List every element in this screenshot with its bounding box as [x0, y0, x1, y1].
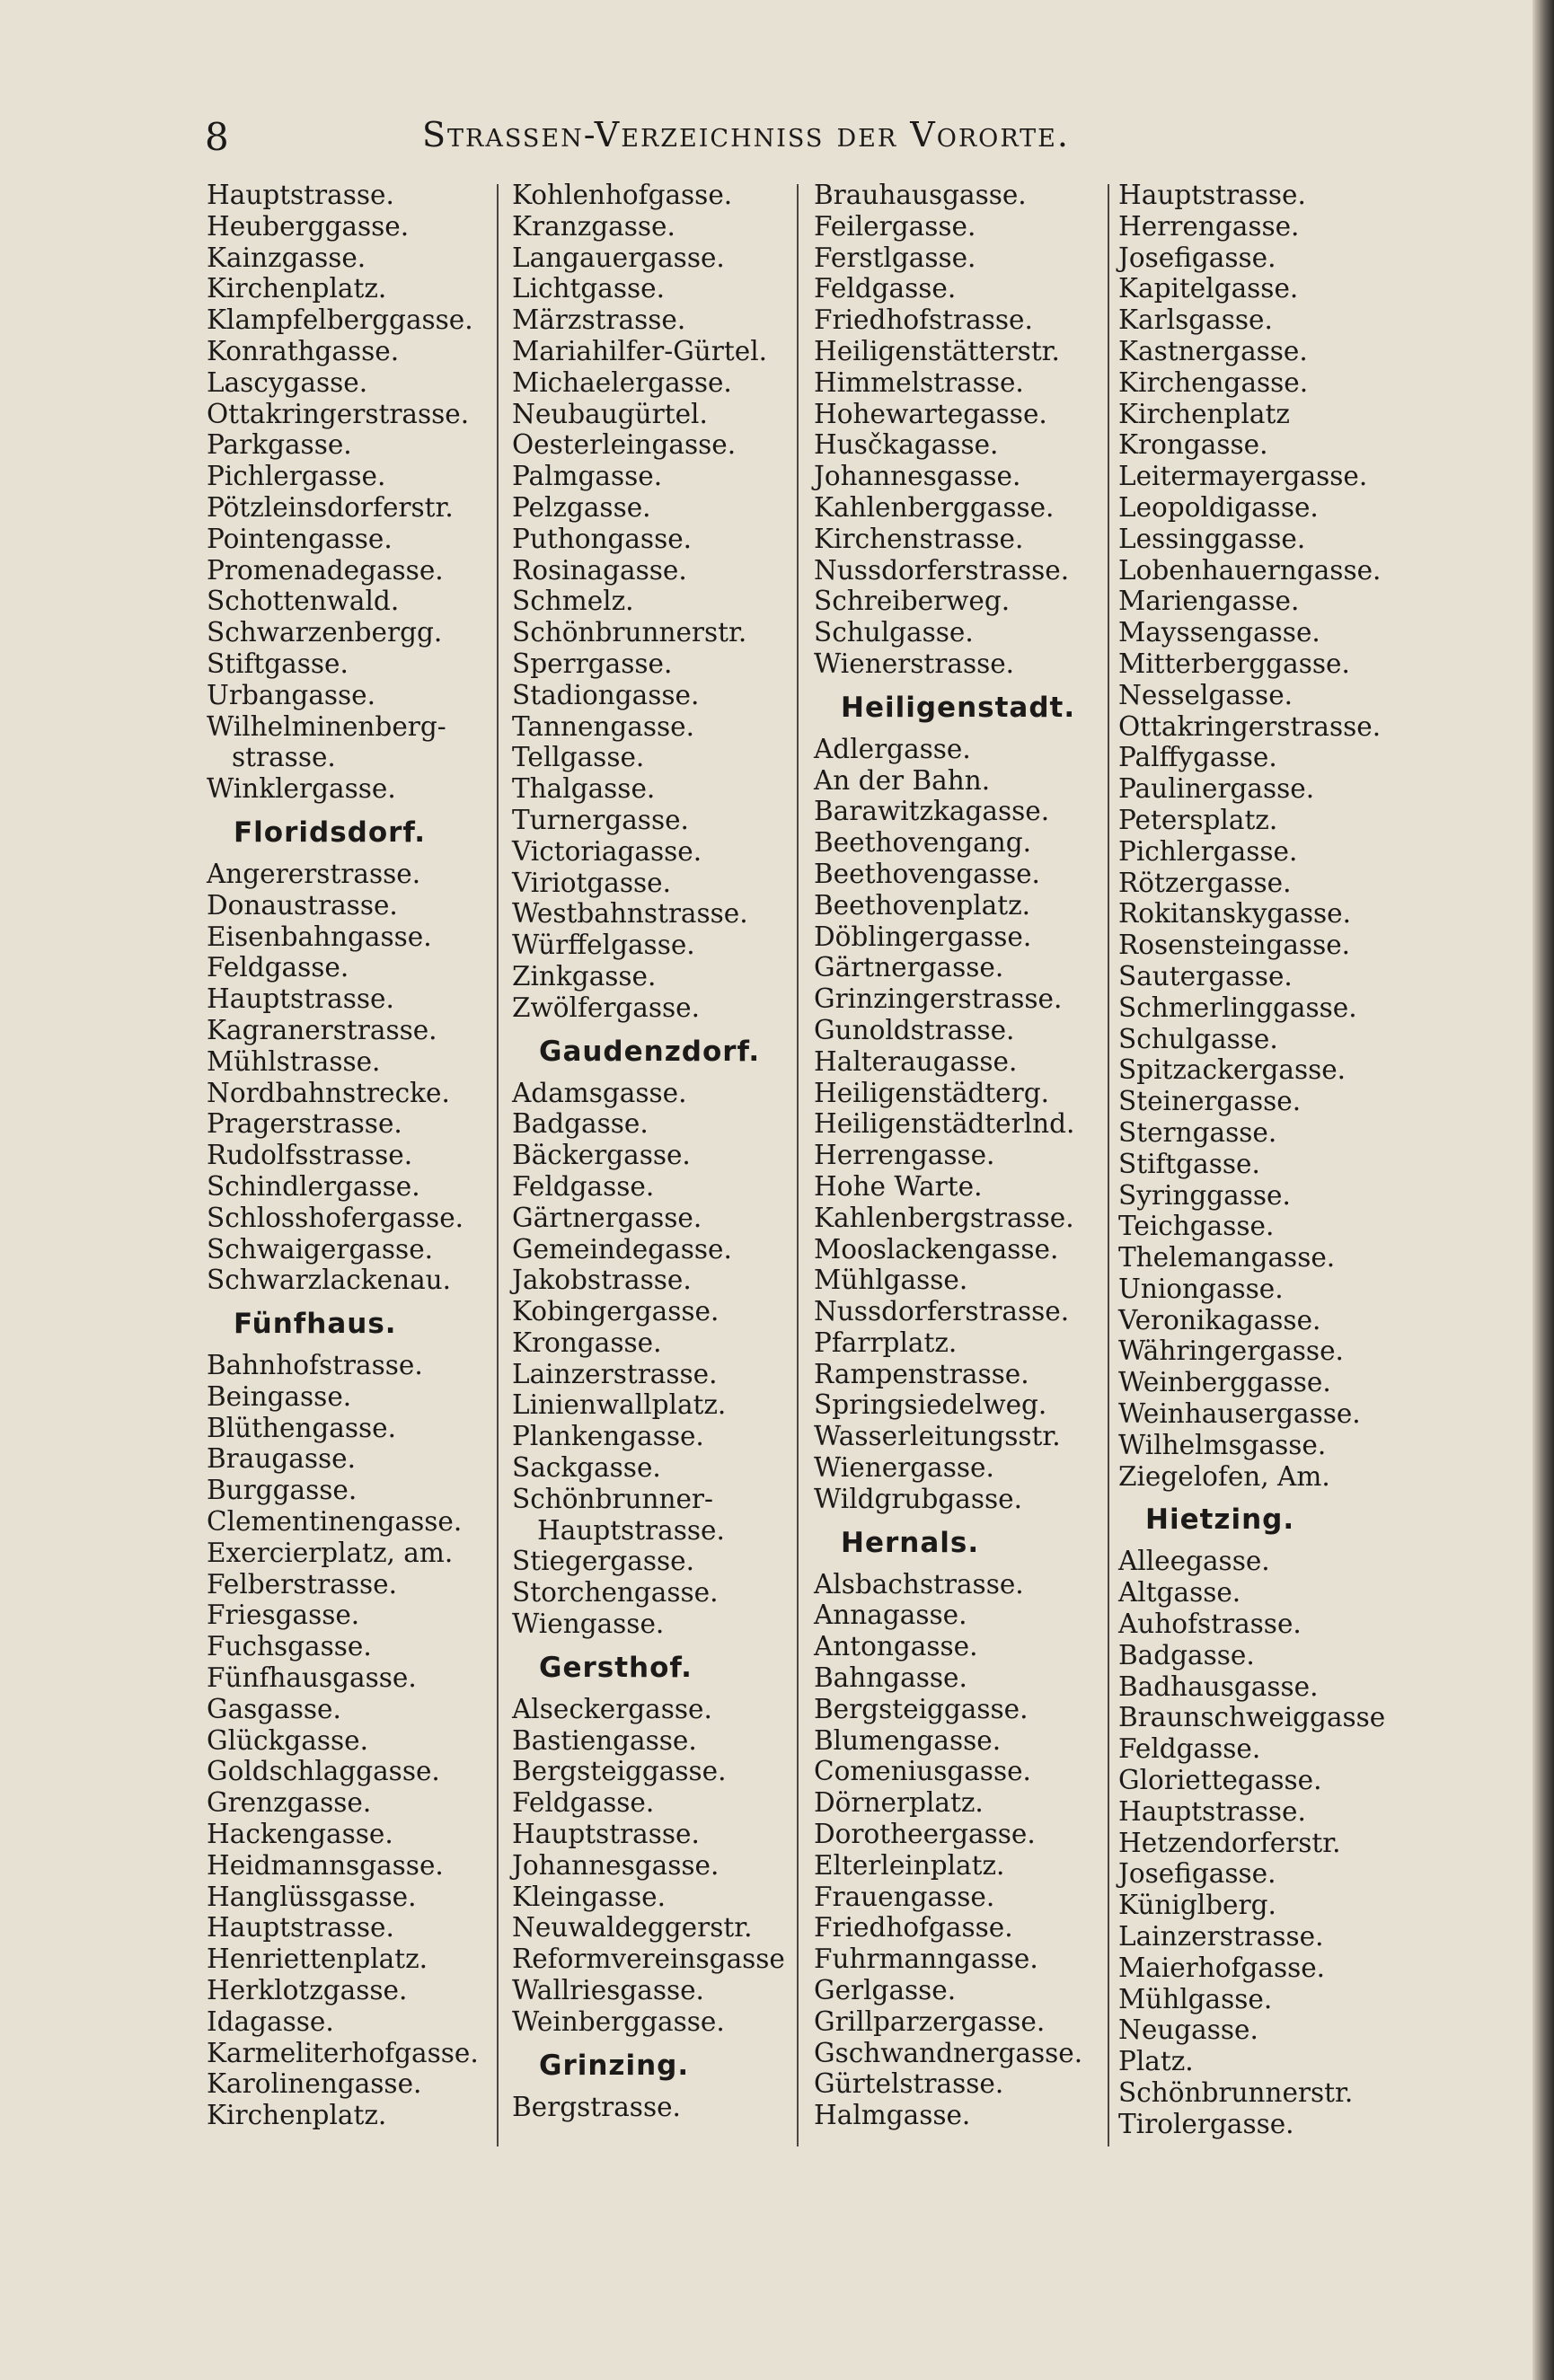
- street-entry: Puthongasse.: [512, 523, 693, 554]
- street-entry: Halmgasse.: [814, 2100, 971, 2131]
- street-entry: Klampfelberggasse.: [207, 304, 473, 336]
- street-entry: Kagranerstrasse.: [207, 1014, 437, 1045]
- street-entry: Braugasse.: [207, 1443, 356, 1475]
- street-entry: Schindlergasse.: [207, 1170, 420, 1202]
- book-binding-edge: [1532, 0, 1554, 2380]
- street-entry: Pragerstrasse.: [207, 1108, 402, 1140]
- street-entry: Victoriagasse.: [512, 835, 702, 867]
- street-entry: Mooslackengasse.: [814, 1233, 1059, 1265]
- street-entry: Würffelgasse.: [512, 930, 695, 961]
- street-entry: Leitermayergasse.: [1118, 461, 1368, 492]
- street-entry: Paulinergasse.: [1118, 773, 1315, 805]
- street-entry: Wilhelmsgasse.: [1118, 1429, 1327, 1460]
- street-entry: Leopoldigasse.: [1118, 491, 1319, 523]
- district-heading: Grinzing.: [539, 2049, 690, 2082]
- street-entry: Clementinengasse.: [207, 1506, 463, 1538]
- street-entry: Krongasse.: [1118, 429, 1268, 461]
- street-entry: Schönbrunner-: [512, 1483, 714, 1514]
- street-entry: Bergstrasse.: [512, 2091, 681, 2122]
- street-entry: Kastnergasse.: [1118, 335, 1308, 366]
- street-entry: Josefigasse.: [1118, 1858, 1276, 1890]
- street-column-1: [207, 180, 503, 2131]
- street-entry: Gemeindegasse.: [512, 1233, 732, 1265]
- street-entry: Blüthengasse.: [207, 1412, 397, 1443]
- street-entry: Auhofstrasse.: [1118, 1609, 1302, 1640]
- street-entry: Fünfhausgasse.: [207, 1662, 417, 1694]
- street-entry: Heiligenstädterg.: [814, 1077, 1049, 1108]
- street-entry: Kainzgasse.: [207, 242, 366, 273]
- street-entry: Rudolfsstrasse.: [207, 1140, 413, 1171]
- street-entry: Weinberggasse.: [1118, 1367, 1331, 1398]
- street-entry: Schwarzenbergg.: [207, 617, 443, 648]
- street-entry: Mühlgasse.: [814, 1265, 968, 1296]
- street-entry: Kirchenplatz.: [207, 2100, 387, 2131]
- street-entry: Sackgasse.: [512, 1452, 661, 1484]
- street-entry: Mühlstrasse.: [207, 1045, 381, 1077]
- street-entry: Fuchsgasse.: [207, 1631, 372, 1662]
- street-entry: Blumengasse.: [814, 1724, 1002, 1756]
- street-entry: Petersplatz.: [1118, 804, 1278, 835]
- street-entry: Ferstlgasse.: [814, 242, 976, 273]
- street-entry: Gschwandnergasse.: [814, 2037, 1083, 2068]
- street-entry: Platz.: [1118, 2046, 1194, 2077]
- street-entry: Lessinggasse.: [1118, 523, 1306, 554]
- street-entry: Schwarzlackenau.: [207, 1265, 452, 1296]
- street-entry: Brauhausgasse.: [814, 180, 1027, 210]
- street-entry: Hauptstrasse.: [537, 1514, 725, 1546]
- street-entry: Nussdorferstrasse.: [814, 554, 1070, 586]
- street-entry: Hauptstrasse.: [1118, 1795, 1306, 1827]
- street-entry: Küniglberg.: [1118, 1890, 1276, 1921]
- street-entry: Rampenstrasse.: [814, 1358, 1029, 1389]
- street-entry: Badgasse.: [1118, 1639, 1255, 1670]
- street-entry: Uniongasse.: [1118, 1273, 1284, 1304]
- street-entry: Bergsteiggasse.: [512, 1756, 727, 1787]
- street-entry: Sperrgasse.: [512, 648, 673, 679]
- street-entry: Burggasse.: [207, 1475, 358, 1506]
- street-entry: Neugasse.: [1118, 2014, 1258, 2046]
- street-entry: Winklergasse.: [207, 773, 396, 805]
- district-heading: Gaudenzdorf.: [539, 1035, 761, 1068]
- street-entry: Beingasse.: [207, 1380, 352, 1412]
- street-entry: Rokitanskygasse.: [1118, 898, 1351, 930]
- street-entry: Hohewartegasse.: [814, 398, 1047, 429]
- street-entry: Beethovengang.: [814, 827, 1032, 859]
- street-entry: Tannengasse.: [512, 710, 695, 742]
- street-entry: Angererstrasse.: [207, 858, 421, 889]
- street-entry: strasse.: [232, 742, 336, 773]
- street-entry: Bahngasse.: [814, 1662, 967, 1694]
- street-entry: Teichgasse.: [1118, 1211, 1275, 1242]
- street-entry: Michaelergasse.: [512, 366, 732, 398]
- street-entry: Kirchenstrasse.: [814, 523, 1024, 554]
- street-entry: Promenadegasse.: [207, 554, 444, 586]
- street-entry: Karlsgasse.: [1118, 304, 1273, 336]
- street-entry: Kleingasse.: [512, 1881, 666, 1912]
- street-entry: Beethovengasse.: [814, 858, 1040, 889]
- street-entry: Nordbahnstrecke.: [207, 1077, 450, 1108]
- running-title: Strassen-Verzeichniss der Vororte.: [422, 115, 1070, 154]
- street-entry: Friedhofstrasse.: [814, 304, 1033, 336]
- street-entry: Pointengasse.: [207, 523, 393, 554]
- street-entry: Ottakringerstrasse.: [207, 398, 470, 429]
- street-entry: Mühlgasse.: [1118, 1983, 1273, 2014]
- street-entry: Braunschweiggasse: [1118, 1702, 1386, 1733]
- street-entry: Badgasse.: [512, 1108, 649, 1140]
- street-entry: Lainzerstrasse.: [1118, 1921, 1324, 1952]
- street-entry: Spitzackergasse.: [1118, 1054, 1347, 1086]
- district-heading: Hernals.: [841, 1526, 980, 1559]
- street-entry: Donaustrasse.: [207, 889, 398, 921]
- street-entry: Zinkgasse.: [512, 960, 657, 992]
- street-entry: Palffygasse.: [1118, 742, 1277, 773]
- street-entry: Husčkagasse.: [814, 429, 999, 461]
- street-entry: Johannesgasse.: [512, 1849, 720, 1881]
- street-entry: Dörnerplatz.: [814, 1787, 984, 1819]
- street-entry: Pötzleinsdorferstr.: [207, 491, 454, 523]
- street-entry: Nesselgasse.: [1118, 679, 1294, 710]
- street-entry: Lichtgasse.: [512, 273, 665, 304]
- street-entry: Rötzergasse.: [1118, 867, 1292, 898]
- street-entry: Annagasse.: [814, 1600, 967, 1631]
- street-entry: Wiengasse.: [512, 1609, 665, 1640]
- street-entry: Maierhofgasse.: [1118, 1952, 1326, 1983]
- street-entry: Kirchenplatz.: [207, 273, 387, 304]
- street-entry: Friesgasse.: [207, 1600, 360, 1631]
- street-entry: Tellgasse.: [512, 742, 645, 773]
- street-entry: Langauergasse.: [512, 242, 725, 273]
- street-entry: Thelemangasse.: [1118, 1242, 1336, 1274]
- street-entry: Beethovenplatz.: [814, 889, 1031, 921]
- street-entry: Kahlenbergstrasse.: [814, 1202, 1074, 1233]
- street-entry: Goldschlaggasse.: [207, 1756, 440, 1787]
- street-entry: Gasgasse.: [207, 1693, 341, 1724]
- street-entry: Parkgasse.: [207, 429, 352, 461]
- street-entry: Gunoldstrasse.: [814, 1014, 1015, 1045]
- street-entry: Barawitzkagasse.: [814, 796, 1050, 827]
- street-column-4: [1118, 180, 1415, 2140]
- street-entry: Plankengasse.: [512, 1421, 704, 1452]
- street-entry: Feldgasse.: [207, 952, 349, 983]
- street-entry: Ziegelofen, Am.: [1118, 1460, 1330, 1492]
- street-entry: Hanglüssgasse.: [207, 1881, 417, 1912]
- street-entry: Ottakringerstrasse.: [1118, 710, 1382, 742]
- street-entry: Schulgasse.: [1118, 1023, 1278, 1054]
- street-entry: Dorotheergasse.: [814, 1819, 1036, 1850]
- street-entry: Herrengasse.: [1118, 210, 1300, 242]
- street-entry: Heiligenstätterstr.: [814, 335, 1060, 366]
- street-entry: Märzstrasse.: [512, 304, 686, 336]
- street-entry: Herrengasse.: [814, 1140, 995, 1171]
- street-entry: Stiegergasse.: [512, 1546, 694, 1577]
- street-entry: Gürtelstrasse.: [814, 2068, 1004, 2100]
- street-entry: Lascygasse.: [207, 366, 368, 398]
- street-entry: Feldgasse.: [814, 273, 957, 304]
- street-entry: Bergsteiggasse.: [814, 1693, 1029, 1724]
- street-entry: Hauptstrasse.: [512, 1819, 700, 1850]
- street-entry: Bastiengasse.: [512, 1724, 697, 1756]
- street-entry: Wienerstrasse.: [814, 648, 1015, 679]
- street-entry: Sterngasse.: [1118, 1116, 1277, 1148]
- street-entry: Kobingergasse.: [512, 1296, 720, 1327]
- street-column-3: [814, 180, 1110, 2131]
- street-entry: Herklotzgasse.: [207, 1975, 408, 2006]
- street-entry: Halteraugasse.: [814, 1045, 1018, 1077]
- street-entry: Alleegasse.: [1118, 1546, 1270, 1577]
- district-heading: Hietzing.: [1145, 1503, 1295, 1537]
- street-entry: Mariahilfer-Gürtel.: [512, 335, 768, 366]
- district-heading: Heiligenstadt.: [841, 691, 1076, 724]
- street-entry: Wasserleitungsstr.: [814, 1421, 1061, 1452]
- street-entry: Schwaigergasse.: [207, 1233, 434, 1265]
- street-entry: Pichlergasse.: [207, 461, 386, 492]
- street-entry: Weinhausergasse.: [1118, 1398, 1361, 1430]
- street-entry: Mitterberggasse.: [1118, 648, 1350, 679]
- district-heading: Gersthof.: [539, 1651, 693, 1684]
- street-entry: Schmerlinggasse.: [1118, 992, 1357, 1023]
- street-entry: Idagasse.: [207, 2005, 334, 2037]
- street-entry: Henriettenplatz.: [207, 1944, 428, 1975]
- street-entry: Schulgasse.: [814, 617, 974, 648]
- street-entry: Hauptstrasse.: [207, 983, 394, 1015]
- street-entry: Gloriettegasse.: [1118, 1765, 1322, 1796]
- street-entry: Thalgasse.: [512, 773, 656, 805]
- street-entry: Friedhofgasse.: [814, 1912, 1013, 1944]
- street-entry: Sautergasse.: [1118, 960, 1293, 992]
- street-entry: Kranzgasse.: [512, 210, 675, 242]
- street-entry: Urbangasse.: [207, 679, 376, 710]
- street-entry: Kahlenberggasse.: [814, 491, 1055, 523]
- street-entry: Kirchenplatz: [1118, 398, 1290, 429]
- street-entry: Mariengasse.: [1118, 586, 1300, 617]
- street-entry: Stiftgasse.: [1118, 1148, 1260, 1179]
- street-entry: Pichlergasse.: [1118, 835, 1298, 867]
- street-entry: Alsbachstrasse.: [814, 1568, 1024, 1600]
- street-entry: Lainzerstrasse.: [512, 1358, 718, 1389]
- street-entry: Glückgasse.: [207, 1724, 368, 1756]
- street-entry: Hohe Warte.: [814, 1170, 983, 1202]
- street-entry: Feilergasse.: [814, 210, 976, 242]
- district-heading: Floridsdorf.: [234, 815, 426, 849]
- street-entry: Adlergasse.: [814, 733, 971, 764]
- street-column-2: [512, 180, 808, 2122]
- street-entry: Grinzingerstrasse.: [814, 983, 1063, 1015]
- street-entry: Bahnhofstrasse.: [207, 1350, 423, 1381]
- street-entry: An der Bahn.: [814, 764, 991, 796]
- street-entry: Pfarrplatz.: [814, 1327, 958, 1358]
- street-entry: Wildgrubgasse.: [814, 1483, 1023, 1514]
- page-number: 8: [205, 115, 229, 159]
- street-entry: Syringgasse.: [1118, 1179, 1291, 1211]
- street-entry: Gerlgasse.: [814, 1975, 957, 2006]
- street-entry: Wallriesgasse.: [512, 1975, 704, 2006]
- street-entry: Grenzgasse.: [207, 1787, 372, 1819]
- street-entry: Hauptstrasse.: [207, 1912, 394, 1944]
- street-entry: Tirolergasse.: [1118, 2108, 1294, 2139]
- street-entry: Nussdorferstrasse.: [814, 1296, 1070, 1327]
- street-entry: Schottenwald.: [207, 586, 400, 617]
- street-entry: Gärtnergasse.: [512, 1202, 702, 1233]
- street-entry: Stadiongasse.: [512, 679, 700, 710]
- street-entry: Himmelstrasse.: [814, 366, 1024, 398]
- street-entry: Wilhelminenberg-: [207, 710, 446, 742]
- street-entry: Pelzgasse.: [512, 491, 651, 523]
- street-entry: Reformvereinsgasse: [512, 1944, 785, 1975]
- street-entry: Veronikagasse.: [1118, 1304, 1321, 1335]
- street-entry: Badhausgasse.: [1118, 1670, 1319, 1702]
- street-entry: Westbahnstrasse.: [512, 898, 748, 930]
- street-entry: Döblingergasse.: [814, 921, 1032, 952]
- street-entry: Comeniusgasse.: [814, 1756, 1031, 1787]
- street-entry: Mayssengasse.: [1118, 617, 1320, 648]
- street-entry: Steinergasse.: [1118, 1086, 1302, 1117]
- street-entry: Feldgasse.: [512, 1170, 655, 1202]
- street-entry: Schönbrunnerstr.: [1118, 2077, 1354, 2109]
- street-entry: Hetzendorferstr.: [1118, 1827, 1341, 1858]
- street-entry: Bäckergasse.: [512, 1140, 691, 1171]
- street-entry: Krongasse.: [512, 1327, 662, 1358]
- street-entry: Feldgasse.: [512, 1787, 655, 1819]
- street-entry: Hackengasse.: [207, 1819, 393, 1850]
- street-entry: Fuhrmanngasse.: [814, 1944, 1038, 1975]
- street-entry: Springsiedelweg.: [814, 1389, 1047, 1421]
- street-entry: Hauptstrasse.: [207, 180, 394, 210]
- street-entry: Währingergasse.: [1118, 1335, 1344, 1367]
- street-entry: Palmgasse.: [512, 461, 663, 492]
- street-entry: Alseckergasse.: [512, 1693, 712, 1724]
- street-entry: Felberstrasse.: [207, 1568, 397, 1600]
- street-entry: Schönbrunnerstr.: [512, 617, 747, 648]
- street-entry: Feldgasse.: [1118, 1733, 1261, 1765]
- street-entry: Gärtnergasse.: [814, 952, 1004, 983]
- street-entry: Weinberggasse.: [512, 2005, 725, 2037]
- street-entry: Rosinagasse.: [512, 554, 687, 586]
- street-entry: Kirchengasse.: [1118, 366, 1309, 398]
- street-entry: Johannesgasse.: [814, 461, 1021, 492]
- street-entry: Rosensteingasse.: [1118, 930, 1351, 961]
- street-entry: Antongasse.: [814, 1631, 978, 1662]
- street-entry: Karmeliterhofgasse.: [207, 2037, 479, 2068]
- street-entry: Turnergasse.: [512, 804, 689, 835]
- street-entry: Wienergasse.: [814, 1452, 994, 1484]
- street-entry: Zwölfergasse.: [512, 992, 701, 1023]
- street-entry: Stiftgasse.: [207, 648, 349, 679]
- street-entry: Storchengasse.: [512, 1577, 719, 1609]
- street-entry: Josefigasse.: [1118, 242, 1276, 273]
- street-entry: Schlosshofergasse.: [207, 1202, 464, 1233]
- street-entry: Elterleinplatz.: [814, 1849, 1005, 1881]
- street-entry: Grillparzergasse.: [814, 2005, 1046, 2037]
- street-entry: Linienwallplatz.: [512, 1389, 727, 1421]
- street-entry: Heiligenstädterlnd.: [814, 1108, 1075, 1140]
- street-entry: Neubaugürtel.: [512, 398, 708, 429]
- street-entry: Konrathgasse.: [207, 335, 400, 366]
- street-entry: Neuwaldeggerstr.: [512, 1912, 753, 1944]
- street-entry: Jakobstrasse.: [512, 1265, 692, 1296]
- street-entry: Kapitelgasse.: [1118, 273, 1299, 304]
- street-entry: Lobenhauerngasse.: [1118, 554, 1382, 586]
- street-entry: Schreiberweg.: [814, 586, 1011, 617]
- street-entry: Viriotgasse.: [512, 867, 671, 898]
- street-entry: Oesterleingasse.: [512, 429, 737, 461]
- district-heading: Fünfhaus.: [234, 1308, 397, 1341]
- street-entry: Altgasse.: [1118, 1577, 1241, 1609]
- street-entry: Frauengasse.: [814, 1881, 995, 1912]
- street-entry: Karolinengasse.: [207, 2068, 422, 2100]
- street-entry: Eisenbahngasse.: [207, 921, 432, 952]
- street-entry: Adamsgasse.: [512, 1077, 687, 1108]
- street-entry: Hauptstrasse.: [1118, 180, 1306, 210]
- street-entry: Schmelz.: [512, 586, 634, 617]
- street-entry: Exercierplatz, am.: [207, 1537, 454, 1568]
- street-entry: Heuberggasse.: [207, 210, 410, 242]
- street-entry: Kohlenhofgasse.: [512, 180, 733, 210]
- street-entry: Heidmannsgasse.: [207, 1849, 444, 1881]
